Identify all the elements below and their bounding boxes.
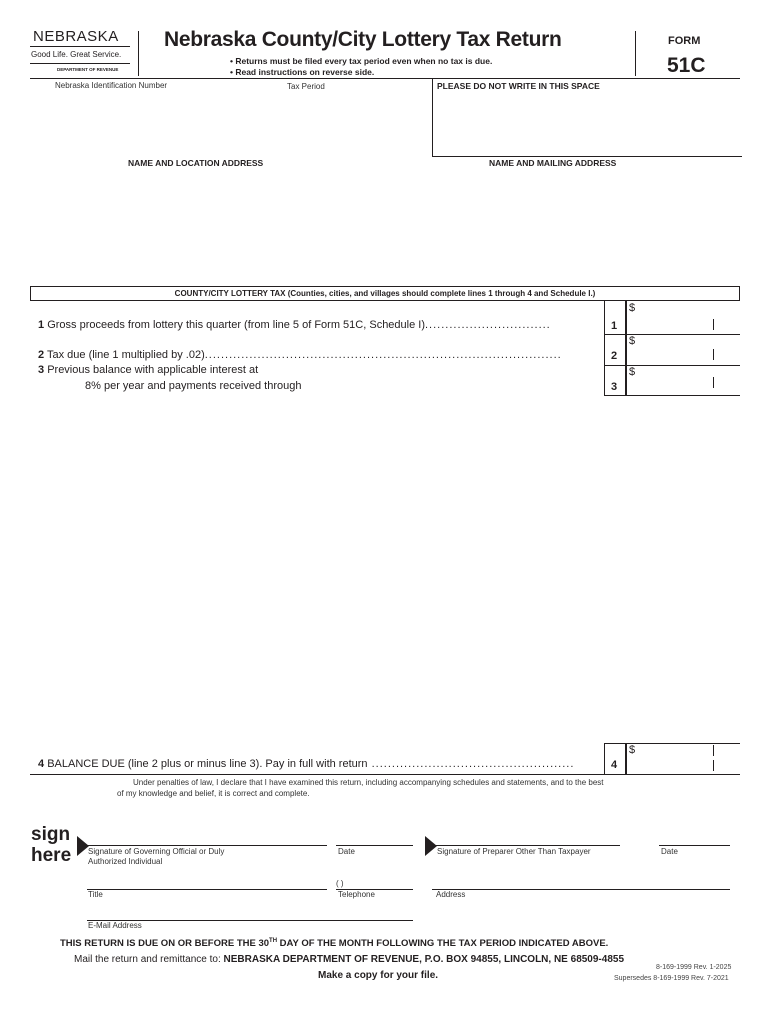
line-2-box-label: 2 — [611, 350, 618, 362]
amount-column-top — [626, 301, 740, 395]
preparer-date-input[interactable] — [662, 828, 730, 844]
preparer-date-label: Date — [661, 847, 678, 856]
line-1-currency: $ — [629, 302, 636, 314]
line-4-number: 4 — [38, 758, 45, 770]
instruction-bullet-1: • Returns must be filed every tax period even when no tax is due. — [230, 56, 493, 66]
line-4-amount-input[interactable] — [640, 756, 738, 772]
line-2-number: 2 — [38, 349, 45, 361]
preparer-date-line — [659, 845, 730, 846]
header-divider-right — [635, 31, 636, 76]
line-4-currency: $ — [629, 744, 636, 756]
line-2-currency: $ — [629, 335, 636, 347]
address-label: Address — [436, 890, 466, 899]
mailing-address: NEBRASKA DEPARTMENT OF REVENUE, P.O. BOX 94855, LINCOLN, NE 68509-4855 — [223, 954, 625, 965]
line-1-text: Gross proceeds from lottery this quarter (from line 5 of Form 51C, Schedule I) — [47, 319, 425, 331]
id-number-input[interactable] — [32, 92, 262, 110]
name-mailing-input[interactable] — [432, 172, 737, 272]
tax-period-label: Tax Period — [287, 82, 325, 91]
form-label: FORM — [668, 35, 701, 47]
form-number: 51C — [667, 54, 706, 77]
telephone-label: Telephone — [338, 890, 375, 899]
line-1 — [38, 319, 551, 331]
instruction-bullet-2: • Read instructions on reverse side. — [230, 67, 375, 77]
title-label: Title — [88, 890, 103, 899]
line-4-leader: .................................................. — [367, 758, 575, 770]
line-3-bottom — [604, 395, 740, 396]
preparer-signature-input[interactable] — [438, 828, 618, 844]
due-date-superscript: TH — [269, 938, 278, 944]
official-signature-input[interactable] — [90, 828, 325, 844]
here-label: here — [31, 845, 72, 866]
preparer-signature-line — [436, 845, 620, 846]
mailing-instruction — [74, 954, 624, 965]
telephone-parens: ( ) — [336, 879, 344, 888]
email-label: E-Mail Address — [88, 921, 142, 930]
official-date-label: Date — [338, 847, 355, 856]
email-input[interactable] — [90, 903, 410, 919]
line-3-number: 3 — [38, 364, 45, 376]
bullet-1-text: Returns must be filed every tax period even when no tax is due. — [235, 56, 493, 66]
id-number-label: Nebraska Identification Number — [55, 81, 168, 90]
due-date-text-2: DAY OF THE MONTH FOLLOWING THE TAX PERIOD INDICATED ABOVE. — [277, 938, 609, 950]
line-1-box-label: 1 — [611, 320, 618, 332]
official-signature-line — [87, 845, 327, 846]
preparer-signature-label: Signature of Preparer Other Than Taxpayer — [437, 847, 591, 856]
mailing-instruction-lead: Mail the return and remittance to: — [74, 954, 224, 965]
tax-period-input[interactable] — [270, 92, 420, 110]
declaration-line-2: of my knowledge and belief, it is correct and complete. — [117, 789, 310, 798]
line-3-currency: $ — [629, 366, 636, 378]
office-use-label: PLEASE DO NOT WRITE IN THIS SPACE — [437, 81, 600, 91]
address-line — [432, 889, 730, 890]
section-heading: COUNTY/CITY LOTTERY TAX (Counties, cities, and villages should complete lines 1 through 4 and Schedule I.) — [174, 289, 596, 298]
official-signature-label: Signature of Governing Official or Duly — [88, 847, 225, 856]
name-location-label: NAME AND LOCATION ADDRESS — [128, 158, 264, 168]
due-date-notice — [60, 938, 608, 949]
form-title: Nebraska County/City Lottery Tax Return — [164, 28, 562, 51]
line-4-bottom — [30, 774, 740, 775]
name-location-input[interactable] — [32, 172, 412, 272]
line-4-text: BALANCE DUE (line 2 plus or minus line 3). Pay in full with return — [47, 758, 368, 770]
name-mailing-label: NAME AND MAILING ADDRESS — [489, 158, 617, 168]
logo-rule-2 — [30, 63, 130, 64]
telephone-input[interactable] — [366, 872, 413, 888]
line-4-separator-top — [713, 745, 714, 756]
preparer-arrow-icon — [425, 836, 437, 856]
line-3 — [38, 364, 258, 376]
official-date-line — [336, 845, 413, 846]
address-input[interactable] — [434, 872, 729, 888]
line-3-text-2: 8% per year and payments received through — [85, 380, 302, 392]
title-input[interactable] — [90, 872, 325, 888]
line-4 — [38, 758, 574, 770]
header-divider-left — [138, 31, 139, 76]
line-2 — [38, 349, 562, 361]
line-1-leader: ............................... — [425, 319, 551, 331]
logo-rule — [30, 46, 130, 47]
supersedes-code: Supersedes 8-169-1999 Rev. 7-2021 — [614, 975, 729, 982]
line-3-text: Previous balance with applicable interest at — [47, 364, 259, 376]
sign-label: sign — [31, 824, 71, 845]
official-date-input[interactable] — [338, 828, 413, 844]
bullet-2-text: Read instructions on reverse side. — [235, 67, 375, 77]
revision-code: 8-169-1999 Rev. 1-2025 — [656, 964, 732, 971]
logo-tagline: Good Life. Great Service. — [31, 50, 122, 59]
line-3-box-label: 3 — [611, 381, 618, 393]
logo-state: NEBRASKA — [33, 28, 119, 45]
line-1-number: 1 — [38, 319, 45, 331]
line-3-date-input[interactable] — [338, 379, 538, 394]
nebraska-logo — [30, 28, 130, 76]
line-2-leader: ........................................................................................ — [204, 349, 562, 361]
logo-department: DEPARTMENT OF REVENUE — [57, 67, 119, 72]
declaration-line-1: Under penalties of law, I declare that I have examined this return, including accompanying schedules and statements, and to the best — [133, 778, 604, 787]
official-signature-label-2: Authorized Individual — [88, 857, 163, 866]
title-line — [87, 889, 327, 890]
line-2-text: Tax due (line 1 multiplied by .02) — [46, 349, 205, 361]
line-4-box-label: 4 — [611, 759, 618, 771]
copy-notice: Make a copy for your file. — [318, 970, 439, 981]
due-date-text: THIS RETURN IS DUE ON OR BEFORE THE 30 — [60, 938, 270, 950]
